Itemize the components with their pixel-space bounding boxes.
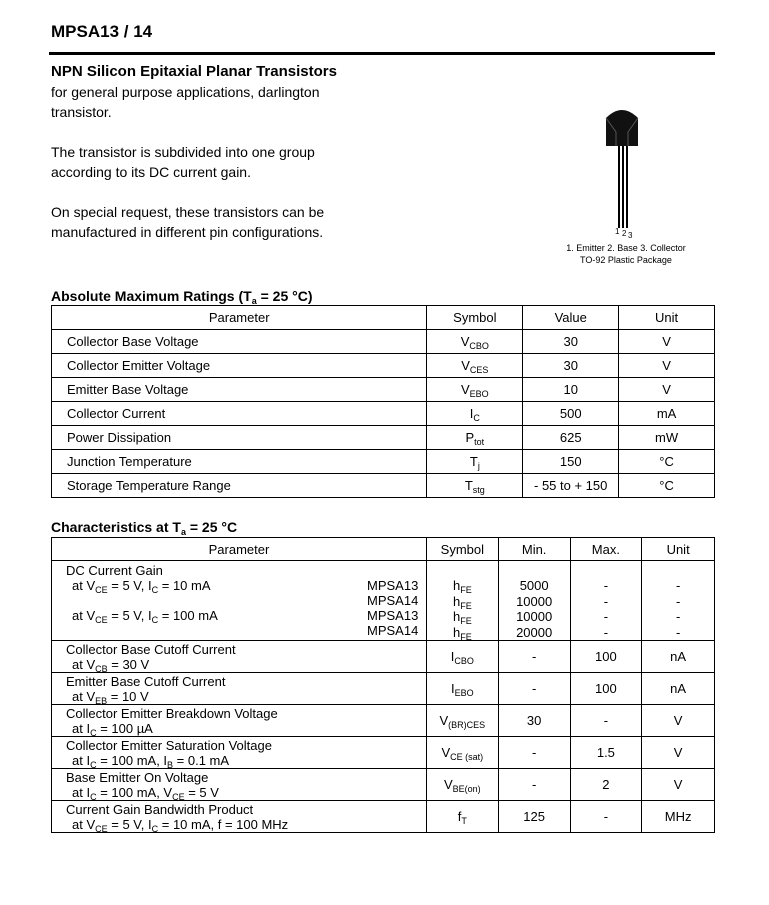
package-caption-pins: 1. Emitter 2. Base 3. Collector	[566, 243, 686, 253]
parameter-cell: Collector Emitter Voltage	[52, 354, 427, 378]
symbol-cell: $V_{EBO}$	[427, 378, 523, 402]
document-title: MPSA13 / 14	[51, 22, 153, 41]
min-cell: 5000 10000 10000 20000	[498, 561, 570, 641]
max-cell: - - - -	[570, 561, 642, 641]
col-header-parameter: Parameter	[52, 306, 427, 330]
value-cell: 30	[523, 354, 619, 378]
col-header-symbol: Symbol	[426, 538, 498, 561]
value-cell: 30	[523, 330, 619, 354]
intro-line: On special request, these transistors can be	[51, 204, 325, 220]
lead-base	[622, 146, 624, 228]
symbol-cell: $V_{(BR)CES}$	[426, 705, 498, 737]
symbol-cell: $f_T$	[426, 801, 498, 833]
col-header-unit: Unit	[642, 538, 715, 561]
unit-cell: nA	[642, 641, 715, 673]
parameter-cell: Emitter Base Voltage	[52, 378, 427, 402]
symbol-cell: $P_{tot}$	[427, 426, 523, 450]
table-row	[52, 705, 715, 737]
symbol-cell: $I_C$	[427, 402, 523, 426]
unit-cell: V	[619, 354, 715, 378]
min-cell: -	[498, 737, 570, 769]
max-cell: 1.5	[570, 737, 642, 769]
product-subtitle: NPN Silicon Epitaxial Planar Transistors	[51, 63, 337, 80]
table-row	[52, 378, 715, 402]
to92-package-illustration	[590, 100, 654, 240]
value-cell: 625	[523, 426, 619, 450]
max-cell: 100	[570, 673, 642, 705]
package-body	[606, 110, 638, 146]
value-cell: 10	[523, 378, 619, 402]
pin-label: 3	[628, 231, 633, 240]
unit-cell: V	[642, 737, 715, 769]
parameter-cell: Storage Temperature Range	[52, 474, 427, 498]
condition-line: at $V_{CE} = 5$ V, $I_C = 100$ mA MPSA13	[72, 608, 419, 625]
unit-cell: V	[642, 705, 715, 737]
table-row	[52, 402, 715, 426]
unit-cell: mW	[619, 426, 715, 450]
table-row	[52, 769, 715, 801]
parameter-cell: Collector Emitter Saturation Voltage at $I_C = 100$ mA, $I_B = 0.1$ mA	[52, 737, 427, 769]
unit-cell: - - - -	[642, 561, 715, 641]
min-cell: -	[498, 673, 570, 705]
pin-label: 1	[615, 227, 620, 236]
min-cell: 30	[498, 705, 570, 737]
characteristics-title: Characteristics at $T_a = 25$ °C	[51, 519, 238, 537]
parameter-cell: Collector Base Voltage	[52, 330, 427, 354]
parameter-cell: Power Dissipation	[52, 426, 427, 450]
unit-cell: V	[642, 769, 715, 801]
lead-emitter	[618, 146, 620, 228]
intro-line: for general purpose applications, darlington	[51, 84, 320, 100]
symbol-cell: $V_{CE (sat)}$	[426, 737, 498, 769]
unit-cell: mA	[619, 402, 715, 426]
parameter-cell: Collector Emitter Breakdown Voltage at $I_C = 100$ µA	[52, 705, 427, 737]
intro-paragraph-2	[51, 142, 351, 182]
parameter-cell	[52, 561, 427, 641]
symbol-cell: $V_{CBO}$	[427, 330, 523, 354]
unit-cell: nA	[642, 673, 715, 705]
min-cell: -	[498, 641, 570, 673]
table-row	[52, 673, 715, 705]
parameter-cell: Emitter Base Cutoff Current at $V_{EB} = 10$ V	[52, 673, 427, 705]
table-row	[52, 426, 715, 450]
max-cell: 2	[570, 769, 642, 801]
min-cell: -	[498, 769, 570, 801]
col-header-min: Min.	[498, 538, 570, 561]
package-caption-type: TO-92 Plastic Package	[580, 255, 672, 265]
parameter-cell: Current Gain Bandwidth Product at $V_{CE} = 5$ V, $I_C = 10$ mA, f = 100 MHz	[52, 801, 427, 833]
col-header-parameter: Parameter	[52, 538, 427, 561]
parameter-cell: Base Emitter On Voltage at $I_C = 100$ mA, $V_{CE} = 5$ V	[52, 769, 427, 801]
type-label: MPSA14	[367, 623, 419, 638]
col-header-unit: Unit	[619, 306, 715, 330]
pin-label: 2	[622, 229, 627, 238]
lead-collector	[626, 146, 628, 228]
col-header-symbol: Symbol	[427, 306, 523, 330]
parameter-cell: Junction Temperature	[52, 450, 427, 474]
type-label: MPSA13	[367, 608, 419, 623]
unit-cell: V	[619, 378, 715, 402]
unit-cell: MHz	[642, 801, 715, 833]
symbol-cell: $T_j$	[427, 450, 523, 474]
table-row	[52, 801, 715, 833]
title-rule	[49, 52, 715, 55]
table-row	[52, 641, 715, 673]
parameter-cell: Collector Current	[52, 402, 427, 426]
condition-line	[52, 593, 426, 608]
unit-cell: °C	[619, 450, 715, 474]
intro-line: manufactured in different pin configurations.	[51, 224, 324, 240]
intro-line: according to its DC current gain.	[51, 164, 251, 180]
param-name: DC Current Gain	[66, 563, 163, 578]
symbol-cell: $V_{BE(on)}$	[426, 769, 498, 801]
table-row-dc-gain	[52, 561, 715, 641]
type-label: MPSA14	[367, 593, 419, 608]
symbol-cell: $h_{FE}$ $h_{FE}$ $h_{FE}$ $h_{FE}$	[426, 561, 498, 641]
unit-cell: °C	[619, 474, 715, 498]
table-row	[52, 474, 715, 498]
symbol-cell: $V_{CES}$	[427, 354, 523, 378]
intro-line: transistor.	[51, 104, 112, 120]
min-cell: 125	[498, 801, 570, 833]
max-cell: -	[570, 801, 642, 833]
absolute-maximum-ratings-table	[51, 305, 715, 498]
intro-line: The transistor is subdivided into one group	[51, 144, 315, 160]
col-header-max: Max.	[570, 538, 642, 561]
intro-paragraph-3	[51, 202, 351, 242]
characteristics-table	[51, 537, 715, 833]
condition-line: at $V_{CE} = 5$ V, $I_C = 10$ mA MPSA13	[72, 578, 419, 595]
table-header-row	[52, 538, 715, 561]
value-cell: 150	[523, 450, 619, 474]
condition-line	[52, 623, 426, 638]
unit-cell: V	[619, 330, 715, 354]
value-cell: 500	[523, 402, 619, 426]
symbol-cell: $I_{EBO}$	[426, 673, 498, 705]
symbol-cell: $T_{stg}$	[427, 474, 523, 498]
table-row	[52, 330, 715, 354]
type-label: MPSA13	[367, 578, 419, 593]
table-row	[52, 354, 715, 378]
max-cell: -	[570, 705, 642, 737]
parameter-cell: Collector Base Cutoff Current at $V_{CB} = 30$ V	[52, 641, 427, 673]
abs-max-title: Absolute Maximum Ratings ($T_a = 25$ °C)	[51, 288, 313, 306]
max-cell: 100	[570, 641, 642, 673]
table-row	[52, 450, 715, 474]
symbol-cell: $I_{CBO}$	[426, 641, 498, 673]
table-row	[52, 737, 715, 769]
table-header-row	[52, 306, 715, 330]
col-header-value: Value	[523, 306, 619, 330]
value-cell: - 55 to + 150	[523, 474, 619, 498]
intro-paragraph-1	[51, 82, 351, 122]
